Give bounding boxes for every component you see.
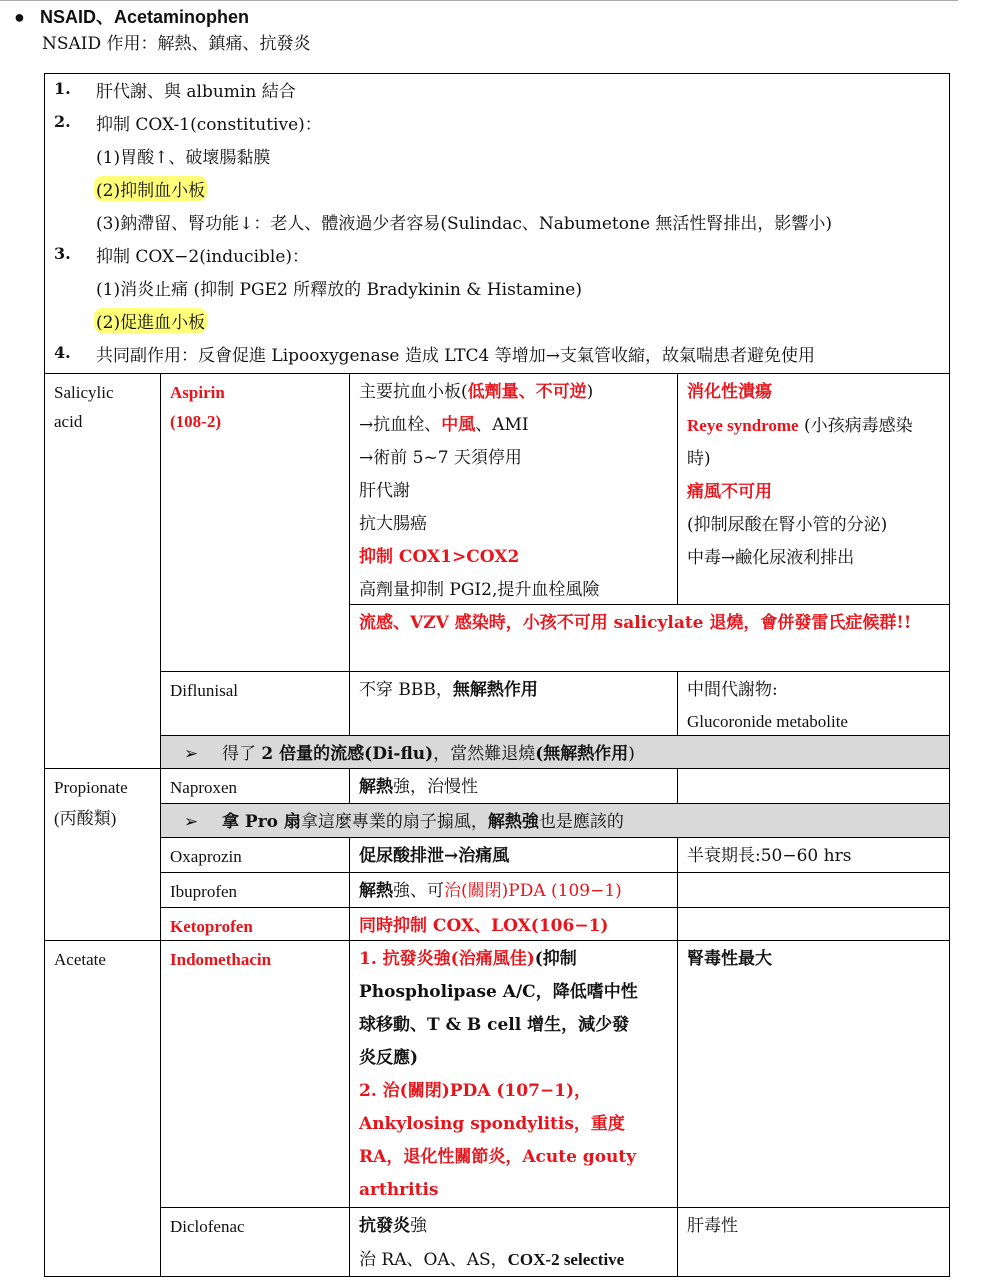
drug-diflunisal: Diflunisal [160, 671, 350, 736]
indomethacin-description [349, 940, 678, 1208]
top-rule [0, 0, 958, 1]
aspirin-desc-5: 抗大腸癌 [359, 514, 427, 534]
drug-diclofenac: Diclofenac [160, 1207, 350, 1277]
intro-line-3a: (1)消炎止痛 (抑制 PGE2 所釋放的 Bradykinin & Histamine) [96, 280, 582, 300]
class-propionate-label-2: (丙酸類) [54, 809, 117, 828]
naproxen-mnemonic: ➢ 拿 Pro 扇拿這麼專業的扇子搧風，解熱強也是應該的 [160, 803, 950, 838]
class-salicylic-label-2: acid [54, 412, 83, 431]
diflunisal-note-1: 中間代謝物: [687, 680, 778, 700]
diflunisal-mnemonic: ➢ 得了 2 倍量的流感(Di-flu)，當然難退燒(無解熱作用) [160, 735, 950, 769]
drug-ibuprofen: Ibuprofen [160, 872, 350, 908]
class-acetate: Acetate [44, 940, 161, 1277]
naproxen-description: 解熱強，治慢性 [349, 768, 678, 804]
class-propionate-label-1: Propionate [54, 778, 128, 797]
intro-line-2b-highlight: (2)抑制血小板 [94, 176, 207, 201]
aspirin-desc-6: 抑制 COX1>COX2 [359, 547, 520, 567]
ketoprofen-note-empty [677, 907, 950, 941]
aspirin-desc-3: →術前 5~7 天須停用 [359, 448, 522, 468]
indo-desc-1: 1. 抗發炎強(治痛風佳)(抑制 [359, 949, 577, 969]
diclo-desc-2: 治 RA、OA、AS，COX-2 selective [359, 1250, 625, 1270]
intro-num-4: 4. [54, 343, 71, 362]
drug-aspirin [160, 373, 350, 672]
oxaprozin-note: 半衰期長:50−60 hrs [677, 837, 950, 873]
diclofenac-note: 肝毒性 [677, 1207, 950, 1277]
class-salicylic-acid [44, 373, 161, 769]
aspirin-se-6: 中毒→鹼化尿液利排出 [687, 548, 855, 568]
indo-desc-8: arthritis [359, 1180, 439, 1200]
aspirin-desc-4: 肝代謝 [359, 481, 410, 501]
section-title: NSAID、Acetaminophen [40, 7, 250, 27]
drug-indomethacin: Indomethacin [160, 940, 350, 1208]
intro-num-2: 2. [54, 112, 71, 131]
naproxen-note-empty [677, 768, 950, 804]
diflunisal-description: 不穿 BBB，無解熱作用 [349, 671, 678, 736]
intro-num-3: 3. [54, 244, 71, 263]
aspirin-se-3: 時) [687, 449, 711, 469]
intro-line-2c: (3)鈉滯留、腎功能↓：老人、體液過少者容易(Sulindac、Nabumetone 無活性腎排出，影響小) [96, 214, 833, 234]
aspirin-se-1: 消化性潰瘍 [687, 382, 772, 402]
intro-num-1: 1. [54, 79, 71, 98]
drug-oxaprozin: Oxaprozin [160, 837, 350, 873]
intro-line-4: 共同副作用：反會促進 Lipooxygenase 造成 LTC4 等增加→支氣管收縮，故氣喘患者避免使用 [96, 346, 816, 366]
drug-naproxen: Naproxen [160, 768, 350, 804]
indo-desc-5: 2. 治(關閉)PDA (107−1)， [359, 1081, 592, 1101]
class-propionate [44, 768, 161, 941]
aspirin-side-effects [677, 373, 950, 605]
aspirin-se-5: (抑制尿酸在腎小管的分泌) [687, 515, 888, 535]
indo-desc-4: 炎反應) [359, 1048, 419, 1068]
indo-desc-2: Phospholipase A/C，降低嗜中性 [359, 982, 638, 1002]
aspirin-desc-7: 高劑量抑制 PGI2,提升血栓風險 [359, 580, 600, 600]
aspirin-description [349, 373, 678, 605]
section-heading [14, 3, 249, 29]
arrow-bullet-icon: ➢ [184, 744, 199, 764]
indo-desc-3: 球移動、T & B cell 增生，減少發 [359, 1015, 630, 1035]
intro-line-2: 抑制 COX-1(constitutive)： [96, 115, 322, 135]
class-salicylic-label-1: Salicylic [54, 383, 114, 402]
intro-line-1: 肝代謝、與 albumin 結合 [96, 82, 296, 102]
oxaprozin-description: 促尿酸排泄→治痛風 [349, 837, 678, 873]
ibuprofen-note-empty [677, 872, 950, 908]
intro-line-3: 抑制 COX−2(inducible)： [96, 247, 310, 267]
aspirin-warning: 流感、VZV 感染時，小孩不可用 salicylate 退燒，會併發雷氏症候群!! [349, 604, 950, 672]
intro-line-3b-highlight: (2)促進血小板 [94, 308, 207, 333]
drug-aspirin-ref: (108-2) [170, 412, 221, 431]
arrow-bullet-icon: ➢ [184, 812, 199, 832]
intro-line-2a: (1)胃酸↑、破壞腸黏膜 [96, 148, 271, 168]
drug-aspirin-name: Aspirin [170, 383, 225, 402]
aspirin-desc-1: 主要抗血小板(低劑量、不可逆) [359, 382, 594, 402]
drug-ketoprofen: Ketoprofen [160, 907, 350, 941]
ibuprofen-description: 解熱強、可治(關閉)PDA (109−1) [349, 872, 678, 908]
diclofenac-description [349, 1207, 678, 1277]
diclo-desc-1: 抗發炎強 [359, 1216, 427, 1236]
diflunisal-note-2: Glucoronide metabolite [687, 712, 848, 731]
diflunisal-note [677, 671, 950, 736]
aspirin-se-2: Reye syndrome (小孩病毒感染 [687, 416, 913, 436]
indomethacin-note: 腎毒性最大 [677, 940, 950, 1208]
bullet-icon: ● [14, 7, 25, 27]
section-subtitle: NSAID 作用：解熱、鎮痛、抗發炎 [42, 34, 311, 54]
aspirin-desc-2: →抗血栓、中風、AMI [359, 415, 529, 435]
indo-desc-7: RA，退化性關節炎，Acute gouty [359, 1147, 637, 1167]
aspirin-se-4: 痛風不可用 [687, 482, 772, 502]
intro-box [44, 73, 950, 374]
ketoprofen-description: 同時抑制 COX、LOX(106−1) [349, 907, 678, 941]
indo-desc-6: Ankylosing spondylitis，重度 [359, 1114, 625, 1134]
